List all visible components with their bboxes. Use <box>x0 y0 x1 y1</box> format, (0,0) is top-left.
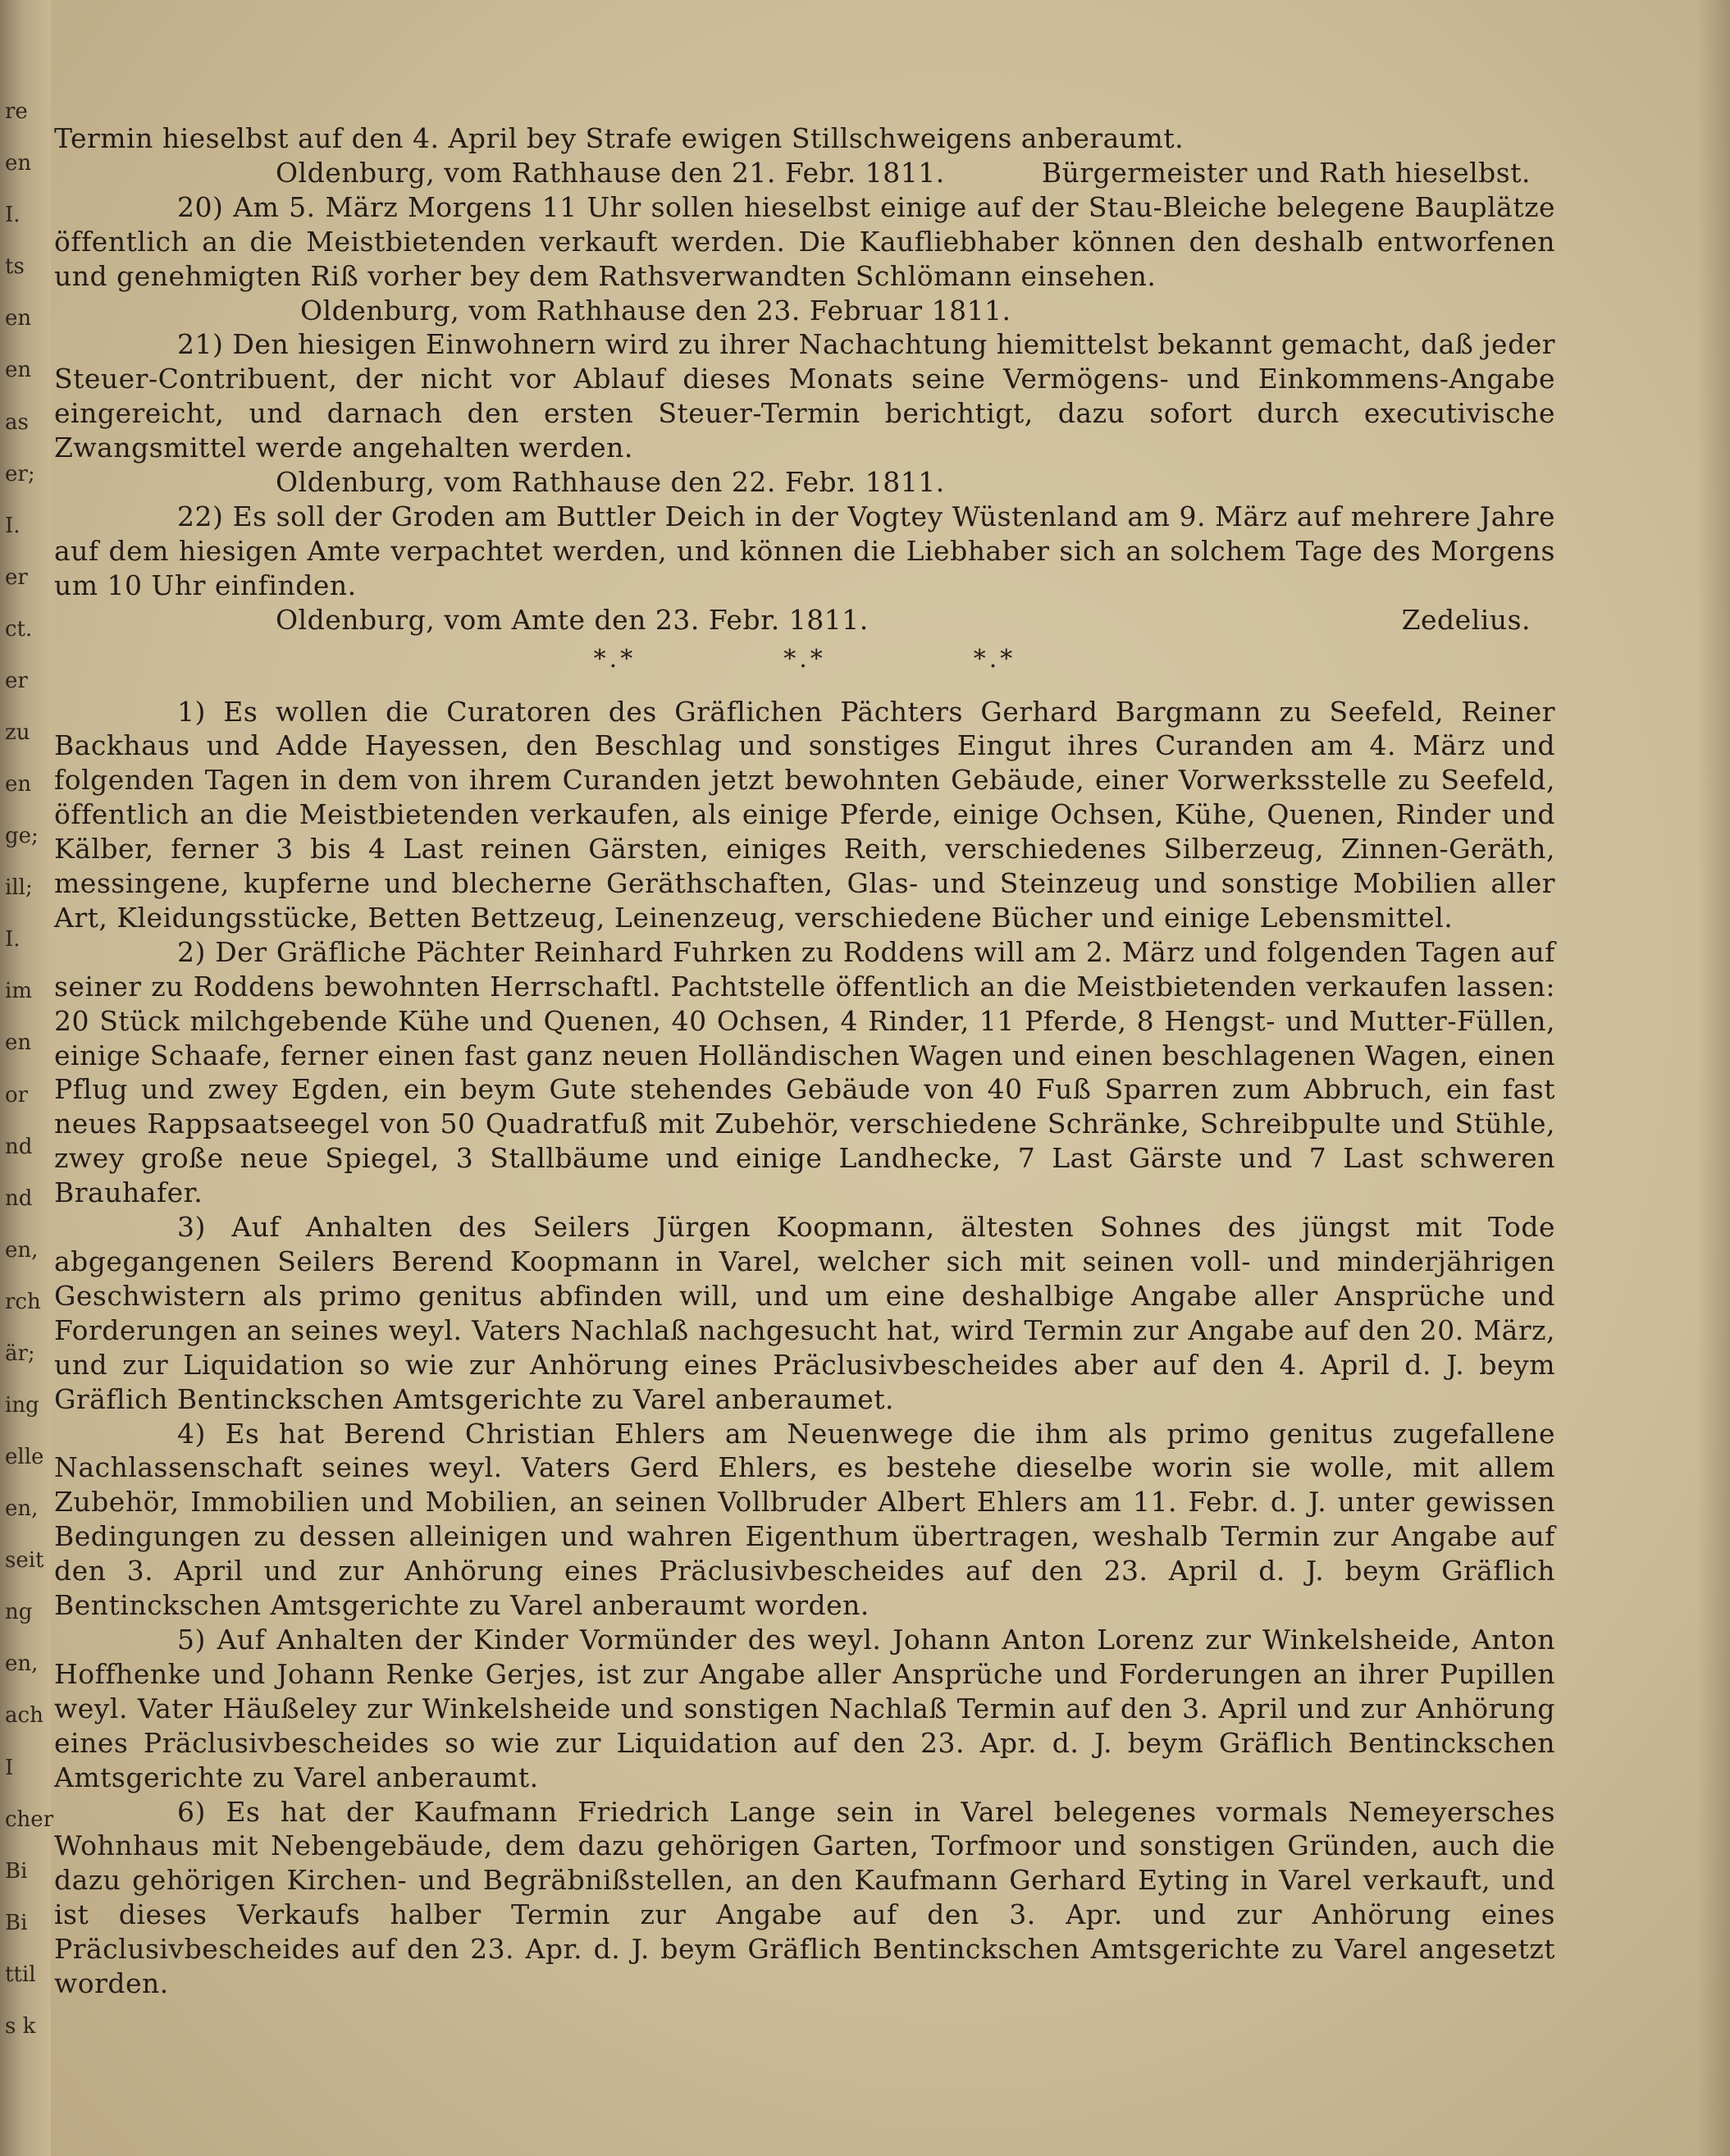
gutter-fragment: er <box>5 669 28 693</box>
gutter-fragment: en, <box>5 1238 39 1263</box>
gutter-fragment: en, <box>5 1651 39 1676</box>
notice-3: 3) Auf Anhalten des Seilers Jürgen Koopmann, ältesten Sohnes des jüngst mit Tode abgegangenen Seilers Berend Koopmann in Varel, welcher sich mit seinen voll- und minderjährigen Geschwistern als primo genitus abfinden will, und um eine deshalbige Angabe aller Ansprüche und Forderungen an seines weyl. Vaters Nachlaß nachgesucht hat, wird Termin zur Angabe auf den 20. März, und zur Liquidation so wie zur Anhörung eines Präclusivbescheides aber auf den 4. April d. J. beym Gräflich Bentinckschen Amtsgerichte zu Varel anberaumet. <box>54 1211 1555 1415</box>
notice-20: 20) Am 5. März Morgens 11 Uhr sollen hieselbst einige auf der Stau-Bleiche belegene Bauplätze öffentlich an die Meistbietenden verkauft werden. Die Kaufliebhaber können den deshalb entworfenen und genehmigten Riß vorher bey dem Rathsverwandten Schlömann einsehen. <box>54 190 1555 292</box>
notice-1: 1) Es wollen die Curatoren des Gräflichen Pächters Gerhard Bargmann zu Seefeld, Reiner Backhaus und Adde Hayessen, den Beschlag und sonstiges Eingut ihres Curanden am 4. März und folgenden Tagen in dem von ihrem Curanden jetzt bewohnten Gebäude, einer Vorwerksstelle zu Seefeld, öffentlich an die Meistbietenden verkaufen, als einige Pferde, einige Ochsen, Kühe, Quenen, Rinder und Kälber, ferner 3 bis 4 Last reinen Gärsten, einiges Reith, verschiedenes Silberzeug, Zinnen-Geräth, messingene, kupferne und blecherne Geräthschaften, Glas- und Steinzeug und sonstige Mobilien aller Art, Kleidungsstücke, Betten Bettzeug, Leinenzeug, verschiedene Bücher und einige Lebensmittel. <box>54 695 1555 934</box>
gutter-fragment: en <box>5 772 32 797</box>
signature-line-21 <box>54 465 1555 500</box>
gutter-fragment: ill; <box>5 875 33 900</box>
asterism: *.* <box>593 644 637 674</box>
page-edge-shadow <box>1697 0 1730 2156</box>
gutter-fragment: Bi <box>5 1911 28 1935</box>
gutter-fragment: ach <box>5 1703 43 1728</box>
gutter-fragment: re <box>5 99 28 124</box>
gutter-fragment: er; <box>5 462 35 486</box>
asterism: *.* <box>783 644 826 674</box>
gutter-fragment: elle <box>5 1445 44 1469</box>
notice-2: 2) Der Gräfliche Pächter Reinhard Fuhrken zu Roddens will am 2. März und folgenden Tagen auf seiner zu Roddens bewohnten Herrschaftl. Pachtstelle öffentlich an die Meistbietenden verkaufen lassen: 20 Stück milchgebende Kühe und Quenen, 40 Ochsen, 4 Rinder, 11 Pferde, 8 Hengst- und Mutter-Füllen, einige Schaafe, ferner einen fast ganz neuen Holländischen Wagen und einen beschlagenen Wagen, einen Pflug und zwey Egden, ein beym Gute stehendes Gebäude von 40 Fuß Sparren zum Abbruch, ein fast neues Rappsaatseegel von 50 Quadratfuß mit Zubehör, verschiedene Schränke, Schreibpulte und Stühle, zwey große neue Spiegel, 3 Stallbäume und einige Landhecke, 7 Last Gärste und 7 Last schweren Brauhafer. <box>54 935 1555 1209</box>
gutter-fragment: ct. <box>5 617 33 642</box>
gutter-fragment: seit <box>5 1548 44 1573</box>
gutter-fragment: en <box>5 306 32 331</box>
facing-page-gutter <box>0 49 54 2067</box>
gutter-fragment: zu <box>5 720 30 745</box>
gazette-text <box>54 121 1555 2001</box>
gutter-fragment: cher <box>5 1807 54 1832</box>
gutter-fragment: I. <box>5 203 21 227</box>
sign-authority: Bürgermeister und Rath hieselbst. <box>1041 156 1531 189</box>
notice-21: 21) Den hiesigen Einwohnern wird zu ihrer Nachachtung hiemittelst bekannt gemacht, daß jeder Steuer-Contribuent, der nicht vor Ablauf dieses Monats seine Vermögens- und Einkommens-Angabe eingereicht, und darnach den ersten Steuer-Termin berichtigt, dazu sofort durch executivische Zwangsmittel werde angehalten werden. <box>54 328 1555 464</box>
gutter-fragment: er <box>5 565 28 590</box>
gutter-fragment: nd <box>5 1186 33 1211</box>
gutter-fragment: I. <box>5 927 21 952</box>
sign-place-date: Oldenburg, vom Rathhause den 23. Februar 1811. <box>300 294 1011 327</box>
gutter-fragment: or <box>5 1083 29 1108</box>
gutter-fragment: ing <box>5 1393 39 1418</box>
notice-5: 5) Auf Anhalten der Kinder Vormünder des weyl. Johann Anton Lorenz zur Winkelsheide, Anton Hoffhenke und Johann Renke Gerjes, ist zur Angabe aller Ansprüche und Forderungen an ihrer Pupillen weyl. Vater Häußeley zur Winkelsheide und sonstigen Nachlaß Termin auf den 3. April und zur Anhörung eines Präclusivbescheides so wie zur Liquidation auf den 23. Apr. d. J. beym Gräflich Bentinckschen Amtsgerichte zu Varel anberaumt. <box>54 1623 1555 1793</box>
notice-4: 4) Es hat Berend Christian Ehlers am Neuenwege die ihm als primo genitus zugefallene Nachlassenschaft seines weyl. Vaters Gerd Ehlers, es bestehe dieselbe worin sie wolle, mit allem Zubehör, Immobilien und Mobilien, an seinen Vollbruder Albert Ehlers am 11. Febr. d. J. unter gewissen Bedingungen zu dessen alleinigen und wahren Eigenthum übertragen, weshalb Termin zur Angabe auf den 3. April und zur Anhörung eines Präclusivbescheides auf den 23. April d. J. beym Gräflich Bentinckschen Amtsgerichte zu Varel anberaumt worden. <box>54 1417 1555 1622</box>
sign-place-date: Oldenburg, vom Rathhause den 22. Febr. 1811. <box>276 466 945 499</box>
sign-place-date: Oldenburg, vom Amte den 23. Febr. 1811. <box>276 603 869 636</box>
sign-authority: Zedelius. <box>1401 603 1531 636</box>
gutter-fragment: ttil <box>5 1962 36 1987</box>
gutter-fragment: nd <box>5 1135 33 1159</box>
gutter-fragment: im <box>5 979 32 1003</box>
gutter-fragment: s k <box>5 2014 36 2039</box>
paragraph-termin: Termin hieselbst auf den 4. April bey Strafe ewigen Stillschweigens anberaumt. <box>54 122 1185 154</box>
gutter-fragment: en <box>5 151 32 176</box>
gutter-fragment: ng <box>5 1600 33 1624</box>
gutter-fragment: en <box>5 358 32 382</box>
section-divider-asterisks <box>54 642 1555 677</box>
gutter-fragment: I. <box>5 514 21 538</box>
notice-6: 6) Es hat der Kaufmann Friedrich Lange sein in Varel belegenes vormals Nemeyersches Wohnhaus mit Nebengebäude, dem dazu gehörigen Garten, Torfmoor und sonstigen Gründen, auch die dazu gehörigen Kirchen- und Begräbnißstellen, an den Kaufmann Gerhard Eyting in Varel verkauft, und ist dieses Verkaufs halber Termin zur Angabe auf den 3. Apr. und zur Anhörung eines Präclusivbescheides auf den 23. Apr. d. J. beym Gräflich Bentinckschen Amtsgerichte zu Varel angesetzt worden. <box>54 1795 1555 2000</box>
gutter-fragment: en, <box>5 1496 39 1521</box>
gutter-fragment: är; <box>5 1341 35 1366</box>
gutter-fragment: as <box>5 410 29 435</box>
signature-line-22 <box>54 603 1555 637</box>
gutter-fragment: ts <box>5 254 25 279</box>
gutter-fragment: I <box>5 1756 14 1780</box>
gutter-fragment: rch <box>5 1290 41 1314</box>
asterism: *.* <box>973 644 1016 674</box>
signature-line-20 <box>54 294 1555 328</box>
sign-place-date: Oldenburg, vom Rathhause den 21. Febr. 1811. <box>276 156 945 189</box>
notice-22: 22) Es soll der Groden am Buttler Deich in der Vogtey Wüstenland am 9. März auf mehrere Jahre auf dem hiesigen Amte verpachtet werden, und können die Liebhaber sich an solchem Tage des Morgens um 10 Uhr einfinden. <box>54 500 1555 601</box>
gutter-fragment: Bi <box>5 1859 28 1884</box>
signature-line-1 <box>54 156 1555 190</box>
gutter-fragment: en <box>5 1030 32 1055</box>
gutter-fragment: ge; <box>5 824 39 848</box>
